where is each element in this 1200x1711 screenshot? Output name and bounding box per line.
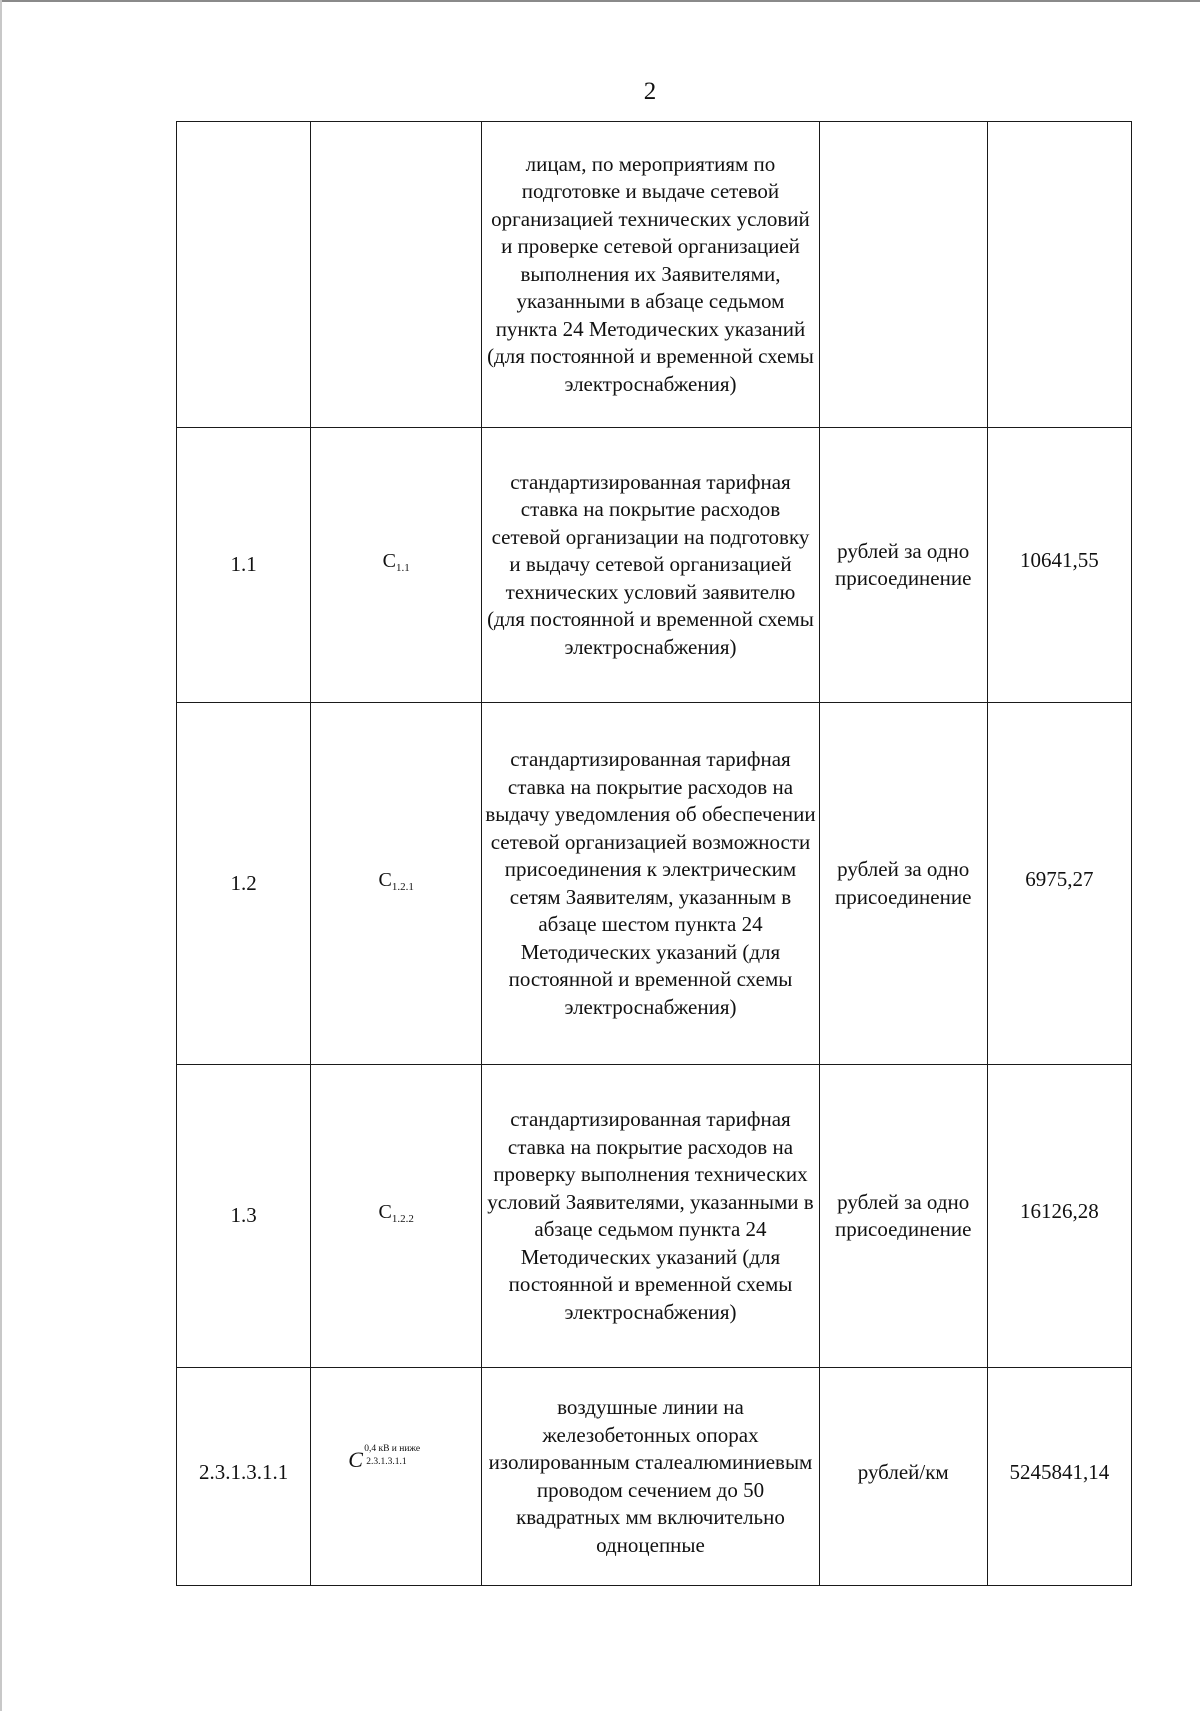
description-cell: стандартизированная тарифная ставка на покрытие расходов на проверку выполнения технических условий Заявителями, указанными в абзаце седьмом пункта 24 Методических указаний (для постоянной и временной схемы электроснабжения) [482,1065,819,1368]
value-cell [987,703,1131,1065]
tariff-value: 16126,28 [1020,1199,1099,1224]
tariff-table [176,121,1132,1586]
tariff-code-subscript: 1.2.2 [391,1213,414,1226]
row-number-cell [177,1368,311,1586]
tariff-code-cell [311,1065,482,1368]
tariff-code-base: C [378,868,392,891]
tariff-code-cell [311,703,482,1065]
table-row [177,1065,1132,1368]
scan-left-edge [0,0,2,1711]
tariff-value: 6975,27 [1025,866,1094,891]
description-cell: лицам, по мероприятиям по подготовке и выдаче сетевой организацией технических условий и проверке сетевой организацией выполнения их Заявителями, указанными в абзаце седьмом пункта 24 Методических указаний (для постоянной и временной схемы электроснабжения) [482,122,819,428]
table-row [177,1368,1132,1586]
row-number-cell: 1.2 [177,703,311,1065]
tariff-value: 10641,55 [1020,548,1099,573]
row-number: 2.3.1.3.1.1 [198,1459,289,1484]
tariff-code-cell [311,428,482,703]
row-number-cell [177,122,311,428]
unit-cell [819,122,987,428]
tariff-code-cell [311,122,482,428]
row-number-cell: 1.1 [177,428,311,703]
value-cell [987,122,1131,428]
tariff-code-base: C [348,1446,363,1472]
unit-cell [819,1368,987,1586]
tariff-code [344,1444,448,1474]
scan-top-edge [0,0,1200,2]
tariff-code-base: C [378,1201,392,1224]
page-number: 2 [643,78,657,105]
tariff-code [379,867,414,891]
description-cell: воздушные линии на железобетонных опорах изолированным сталеалюминиевым проводом сечением до 50 квадратных мм включительно одноцепные [482,1368,819,1586]
value-cell [987,1368,1131,1586]
tariff-code-subscript: 1.1 [396,562,410,575]
table-row [177,428,1132,703]
unit-text: рублей/км [857,1459,949,1484]
tariff-code-subscript: 1.2.1 [391,880,414,893]
value-cell [987,1065,1131,1368]
tariff-code-cell [311,1368,482,1586]
tariff-code-base: C [382,550,396,573]
tariff-code-superscript: 0,4 кВ и ниже [364,1443,421,1454]
unit-cell: рублей за одно присоединение [819,1065,987,1368]
description-cell: стандартизированная тарифная ставка на покрытие расходов сетевой организации на подготовку и выдачу сетевой организацией технических условий заявителю (для постоянной и временной схемы электроснабжения) [482,428,819,703]
tariff-code-subscript: 2.3.1.3.1.1 [366,1456,407,1467]
value-cell [987,428,1131,703]
tariff-code [382,548,410,575]
table-row [177,122,1132,428]
table-row [177,703,1132,1065]
description-cell: стандартизированная тарифная ставка на покрытие расходов на выдачу уведомления об обеспечении сетевой организацией возможности присоединения к электрическим сетям Заявителям, указанным в абзаце шестом пункта 24 Методических указаний (для постоянной и временной схемы электроснабжения) [482,703,819,1065]
tariff-code [378,1199,414,1226]
unit-cell: рублей за одно присоединение [819,703,987,1065]
unit-cell: рублей за одно присоединение [819,428,987,703]
tariff-value: 5245841,14 [1009,1459,1110,1484]
row-number-cell: 1.3 [177,1065,311,1368]
